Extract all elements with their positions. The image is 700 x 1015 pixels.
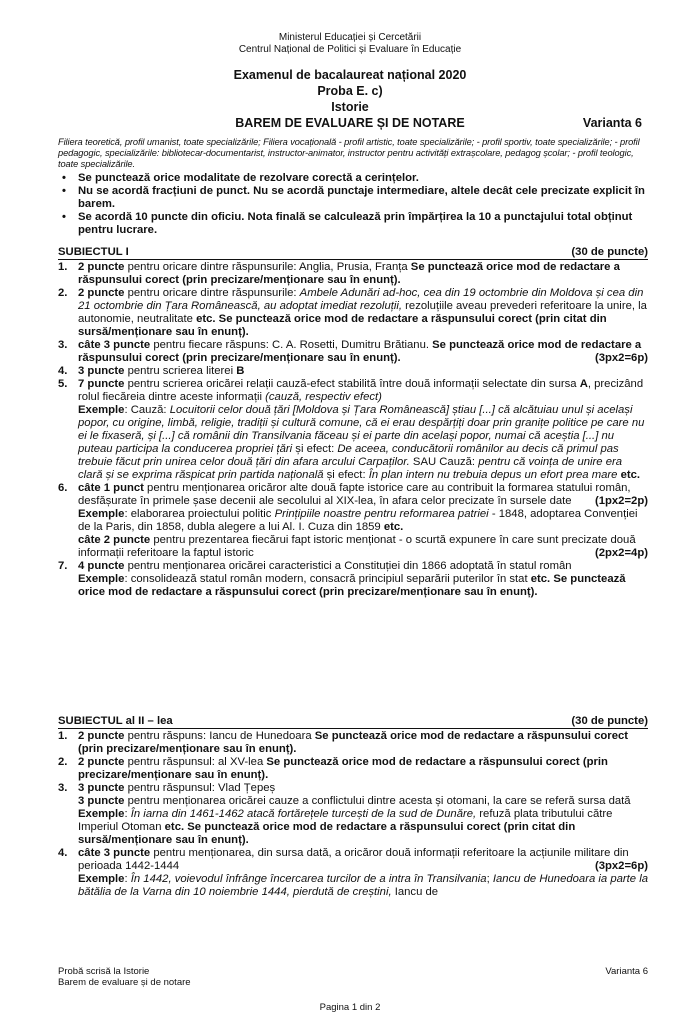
section-heading-2 <box>58 715 648 729</box>
section-title: SUBIECTUL I <box>58 246 129 258</box>
section-1-items <box>58 261 648 599</box>
rule-item: • Se acordă 10 puncte din oficiu. Nota finală se calculează prin împărțirea la 10 a punctajului total obținut pentru lucrare. <box>58 211 648 237</box>
list-item: 6. câte 1 punct pentru menționarea oricăror alte două fapte istorice care au contribuit la formarea statului român, desfășurate în primele șase decenii ale secolului al XIX-lea, în afara celor precizate în sursele date (1px2=2p) Exemple: elaborarea proiectului politic Prințipiile noastre pentru reformarea patriei - 1848, adoptarea Convenției de la Paris, din 1858, dubla alegere a lui Al. I. Cuza din 1859 etc. câte 2 puncte pentru prezentarea fiecărui fapt istoric menționat - o scurtă expunere în care sunt precizate două informații referitoare la faptul istoric (2px2=4p) <box>58 482 648 559</box>
page-footer <box>58 966 648 988</box>
proba-title: Proba E. c) <box>317 84 383 98</box>
page-number: Pagina 1 din 2 <box>319 1002 381 1013</box>
section-2-items <box>58 730 648 899</box>
section-points: (30 de puncte) <box>571 715 648 727</box>
footer-left-1: Probă scrisă la Istorie <box>58 966 150 977</box>
section-heading-1 <box>58 246 648 260</box>
exam-title: Examenul de bacalaureat național 2020 <box>233 68 467 82</box>
variant-label: Varianta 6 <box>582 116 642 130</box>
score-label: (2px2=4p) <box>594 547 648 559</box>
list-item: 3. câte 3 puncte pentru fiecare răspuns: C. A. Rosetti, Dumitru Brătianu. Se punctează orice mod de redactare a răspunsului corect (prin precizare/menționare sau în enunț). (3px2=6p) <box>58 339 648 364</box>
section-title: SUBIECTUL al II – lea <box>58 715 173 727</box>
rule-item: • Nu se acordă fracțiuni de punct. Nu se acordă punctaje intermediare, altele decât cele precizate explicit în barem. <box>58 185 648 211</box>
list-item: 5. 7 puncte pentru scrierea oricărei relații cauză-efect stabilită între două informații selectate din sursa A, precizând rolul fiecăreia dintre aceste informații (cauză, respectiv efect) Exemple: Cauză: Locuitorii celor două țări [Moldova și Țara Românească] știau [...] că alcătuiau unul și același popor, cu origine, limbă, religie, tradiții și cultură comune, că ei erau despărțiți doar prin granițe politice pe care nu ei le fixaseră, și [...] că românii din Transilvania făceau și ei parte din același popor, numai că aceștia [...] nu puteau participa la conducerea propriei țări și efect: De aceea, conducătorii românilor au decis că primul pas trebuie făcut prin unirea celor două țări din afara arcului Carpaților. SAU Cauză: pentru că voința de unire era clară și se exprima răspicat prin partida națională și efect: În plan intern nu trebuia depus un efort prea mare etc. <box>58 378 645 481</box>
center-header: Centrul Național de Politici și Evaluare în Educație <box>238 44 462 55</box>
footer-variant: Varianta 6 <box>605 966 648 977</box>
list-item: 1. 2 puncte pentru oricare dintre răspunsurile: Anglia, Prusia, Franța Se punctează orice mod de redactare a răspunsului corect (prin precizare/menționare sau în enunț). <box>58 261 620 286</box>
list-item: 3. 3 puncte pentru răspunsul: Vlad Țepeș 3 puncte pentru menționarea oricărei cauze a conflictului dintre acesta și otomani, la care se referă sursa dată Exemple: În iarna din 1461-1462 atacă fortărețele turcești de la sud de Dunăre, refuză plata tributului către Imperiul Otoman etc. Se punctează orice mod de redactare a răspunsului corect (prin citat din sursă/menționare sau în enunț). <box>58 782 631 846</box>
ministry-header: Ministerul Educației și Cercetării <box>278 32 422 43</box>
score-label: (1px2=2p) <box>594 495 648 507</box>
barem-title: BAREM DE EVALUARE ȘI DE NOTARE <box>235 116 465 130</box>
score-label: (3px2=6p) <box>594 352 648 364</box>
rule-item: • Se punctează orice modalitate de rezolvare corectă a cerințelor. <box>58 172 648 185</box>
score-label: (3px2=6p) <box>594 860 648 872</box>
subject-title: Istorie <box>331 100 369 114</box>
list-item: 7. 4 puncte pentru menționarea oricărei caracteristici a Constituției din 1866 adoptată în statul român Exemple: consolidează statul român modern, consacră principiul separării puterilor în stat etc. Se punctează orice mod de redactare a răspunsului corect (prin precizare/menționare sau în enunț). <box>58 560 626 598</box>
list-item: 1. 2 puncte pentru răspuns: Iancu de Hunedoara Se punctează orice mod de redactare a răspunsului corect (prin precizare/menționare sau în enunț). <box>58 730 629 755</box>
section-points: (30 de puncte) <box>571 246 648 258</box>
list-item: 4. câte 3 puncte pentru menționarea, din sursa dată, a oricăror două informații referitoare la acțiunile militare din perioada 1442-1444 (3px2=6p) Exemple: În 1442, voievodul înfrânge încercarea turcilor de a intra în Transilvania; Iancu de Hunedoara ia parte la bătălia de la Varna din 10 noiembrie 1444, pierdută de creștini, Iancu de <box>58 847 649 898</box>
profile-note: Filiera teoretică, profil umanist, toate specializările; Filiera vocațională - profil artistic, toate specializările; - profil sportiv, toate specializările; - profil pedagogic, specializările: bibliotecar-documentarist, instructor-animator, instructor pentru activități extrașcolare, pedagog școlar; - profil teologic, toate specializările. <box>58 137 640 169</box>
list-item: 4. 3 puncte pentru scrierea literei B <box>58 365 245 377</box>
footer-left-2: Barem de evaluare și de notare <box>58 977 191 988</box>
general-rules <box>58 172 648 237</box>
list-item: 2. 2 puncte pentru răspunsul: al XV-lea Se punctează orice mod de redactare a răspunsului corect (prin precizare/menționare sau în enunț). <box>58 756 608 781</box>
list-item: 2. 2 puncte pentru oricare dintre răspunsurile: Ambele Adunări ad-hoc, cea din 19 octombrie din Moldova și cea din 21 octombrie din Țara Românească, au adoptat imediat rezoluții, rezoluțiile aveau prevederi referitoare la unire, la autonomie, neutralitate etc. Se punctează orice mod de redactare a răspunsului corect (prin citat din sursă/menționare sau în enunț). <box>58 287 647 338</box>
